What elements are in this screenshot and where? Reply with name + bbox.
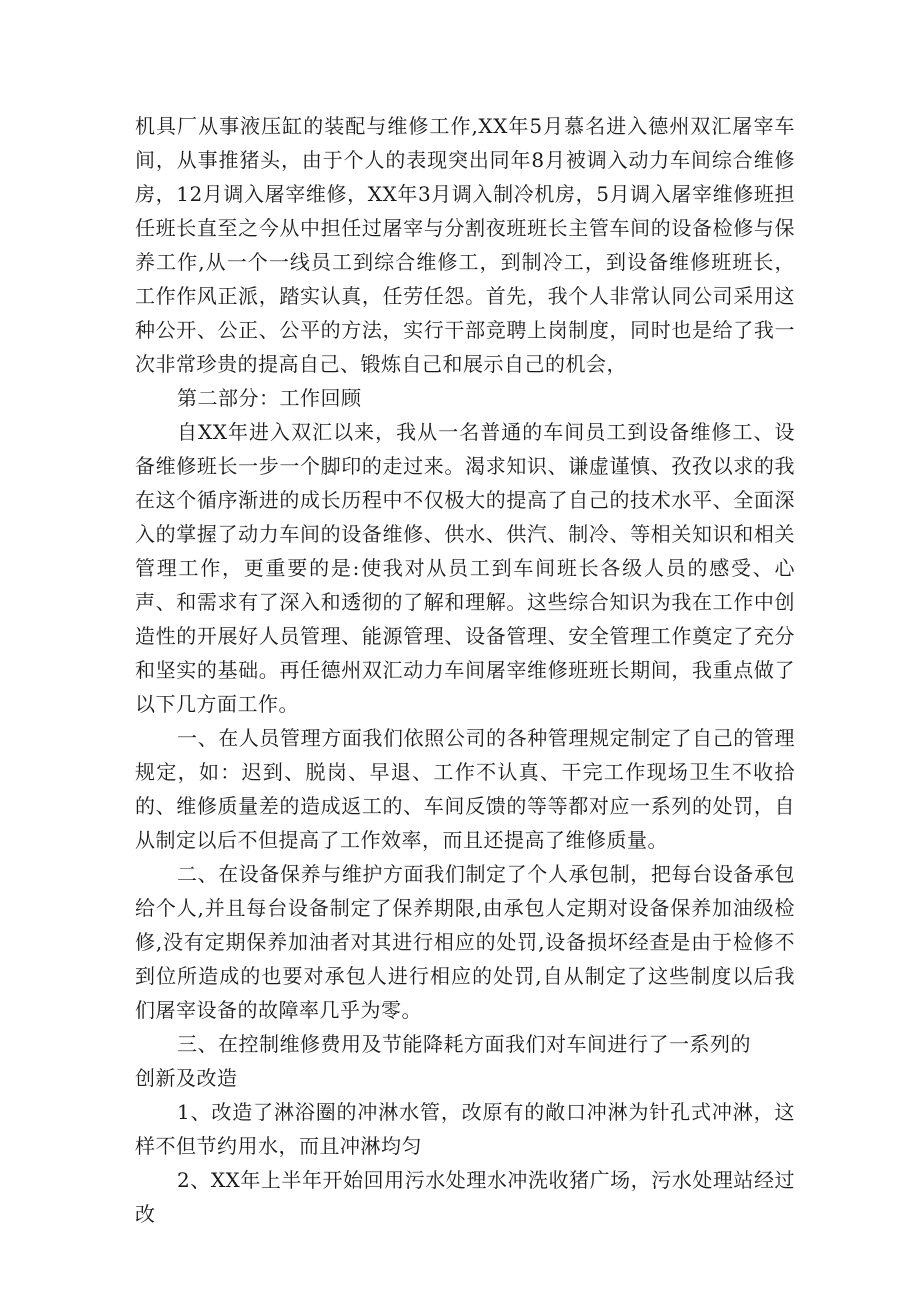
document-body (135, 109, 795, 1231)
paragraph-item-3-cont: 创新及改造 (135, 1066, 238, 1090)
paragraph-item-2: 二、在设备保养与维护方面我们制定了个人承包制，把每台设备承包给个人,并且每台设备制定了保养期限,由承包人定期对设备保养加油级检修,没有定期保养加油者对其进行相应的处罚,设备损坏经查是由于检修不到位所造成的也要对承包人进行相应的处罚,自从制定了这些制度以后我们屠宰设备的故障率几乎为零。 (135, 862, 795, 1022)
paragraph-intro: 机具厂从事液压缸的装配与维修工作,XX年5月慕名进入德州双汇屠宰车间，从事推猪头，由于个人的表现突出同年8月被调入动力车间综合维修房，12月调入屠宰维修，XX年3月调入制冷机房，5月调入屠宰维修班担任班长直至之今从中担任过屠宰与分割夜班班长主管车间的设备检修与保养工作,从一个一线员工到综合维修工，到制冷工，到设备维修班班长，工作作风正派，踏实认真，任劳任怨。首先，我个人非常认同公司采用这种公开、公正、公平的方法，实行干部竞聘上岗制度，同时也是给了我一次非常珍贵的提高自己、锻炼自己和展示自己的机会， (135, 114, 795, 376)
paragraph-item-1: 一、在人员管理方面我们依照公司的各种管理规定制定了自己的管理规定，如：迟到、脱岗、早退、工作不认真、干完工作现场卫生不收拾的、维修质量差的造成返工的、车间反馈的等等都对应一系列的处罚，自从制定以后不但提高了工作效率，而且还提高了维修质量。 (135, 726, 795, 852)
list-item-1: 1、改造了淋浴圈的冲淋水管，改原有的敞口冲淋为针孔式冲淋，这样不但节约用水，而且冲淋均匀 (135, 1100, 795, 1158)
section-heading: 第二部分：工作回顾 (177, 386, 362, 410)
paragraph-review: 自XX年进入双汇以来，我从一名普通的车间员工到设备维修工、设备维修班长一步一个脚印的走过来。渴求知识、谦虚谨慎、孜孜以求的我在这个循序渐进的成长历程中不仅极大的提高了自己的技术水平、全面深入的掌握了动力车间的设备维修、供水、供汽、制冷、等相关知识和相关管理工作，更重要的是:使我对从员工到车间班长各级人员的感受、心声、和需求有了深入和透彻的了解和理解。这些综合知识为我在工作中创造性的开展好人员管理、能源管理、设备管理、安全管理工作奠定了充分和坚实的基础。再任德州双汇动力车间屠宰维修班班长期间，我重点做了以下几方面工作。 (135, 420, 795, 716)
paragraph-item-3: 三、在控制维修费用及节能降耗方面我们对车间进行了一系列的 (177, 1032, 751, 1056)
list-item-2: 2、XX年上半年开始回用污水处理水冲洗收猪广场，污水处理站经过改 (135, 1168, 795, 1226)
